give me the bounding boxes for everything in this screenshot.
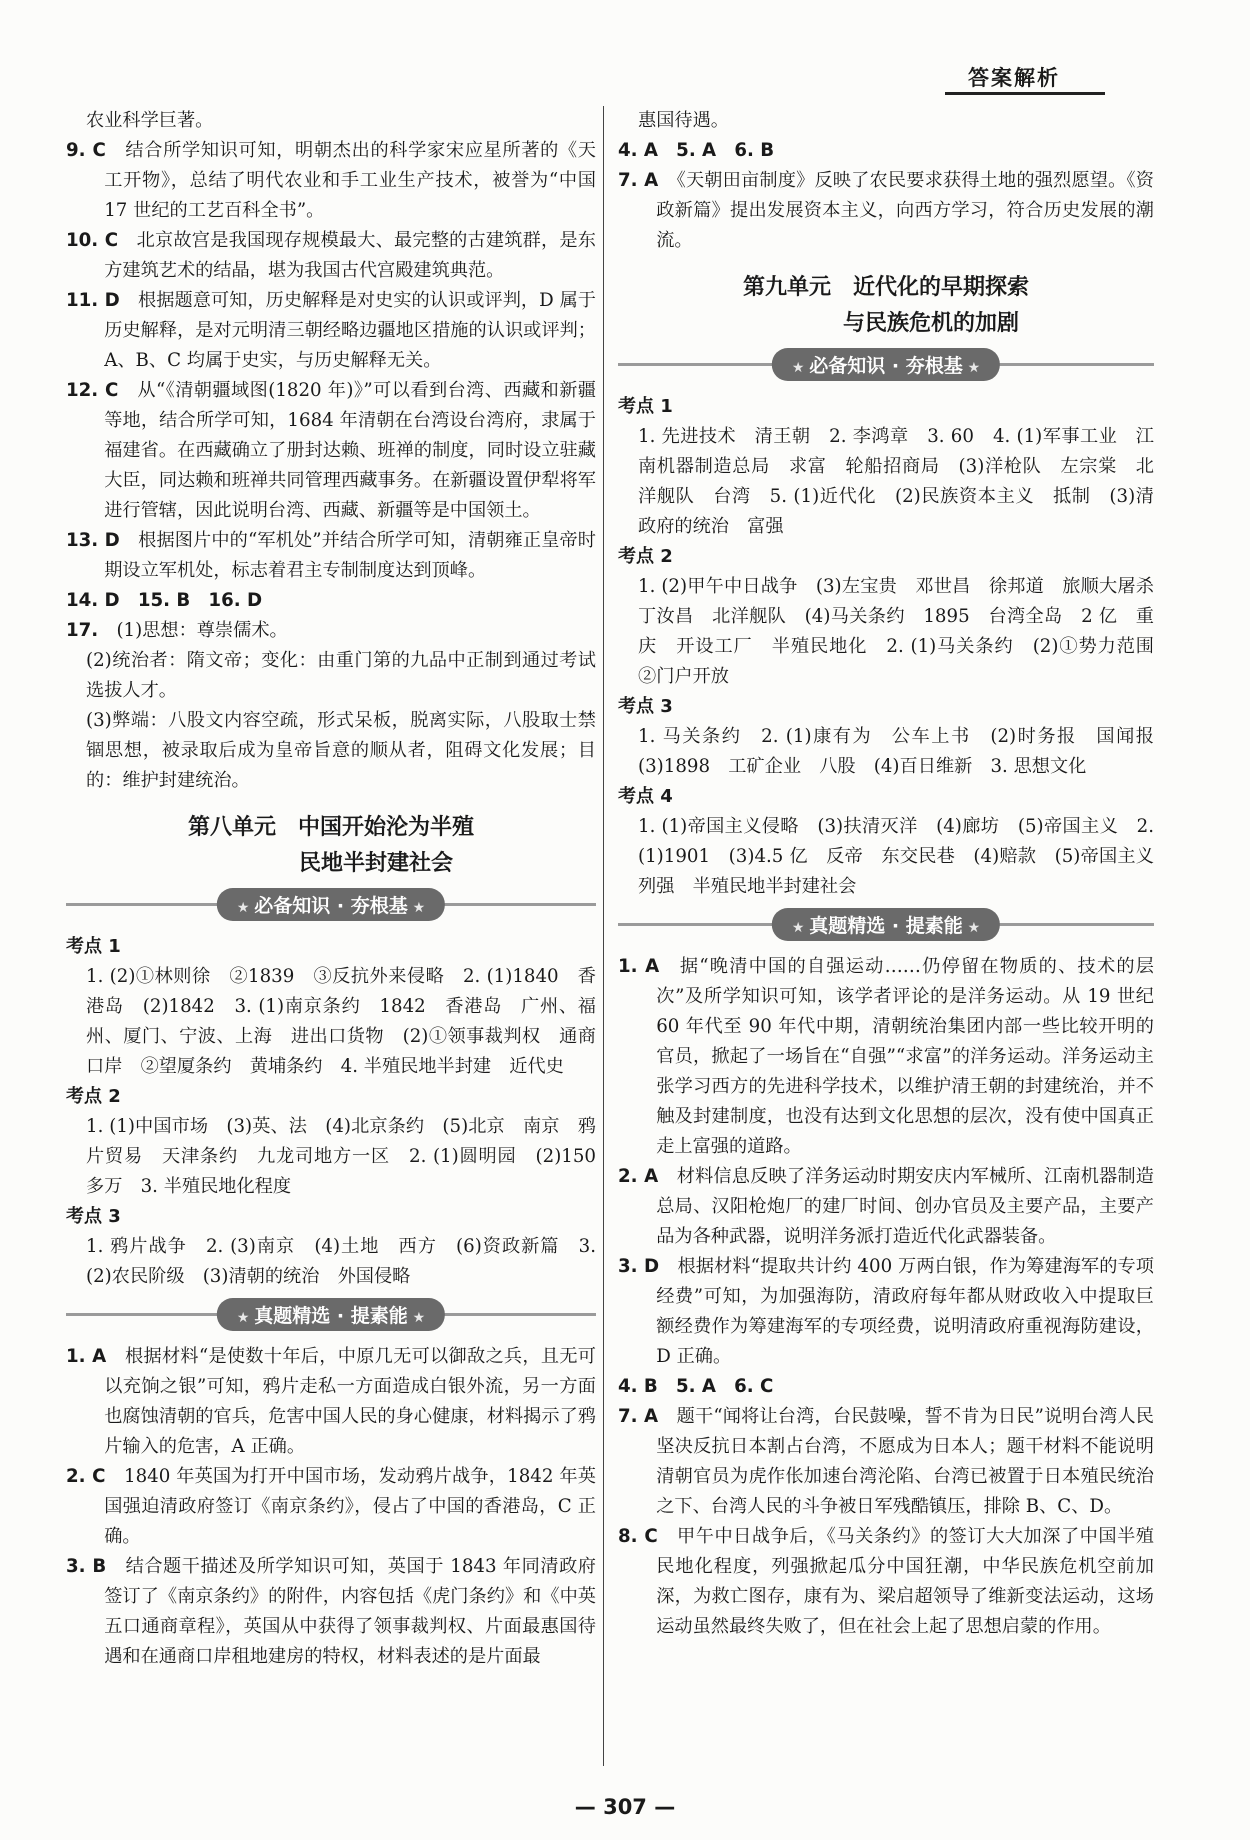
answer-number: 14. D 15. B 16. D	[66, 590, 263, 611]
answer-item	[66, 646, 596, 706]
unit-9-title-line2: 与民族危机的加剧	[842, 311, 1019, 336]
answer-text: (3)弊端：八股文内容空疏，形式呆板，脱离实际，八股取士禁锢思想，被录取后成为皇帝旨意的顺从者，阻碍文化发展；目的：维护封建统治。	[86, 710, 596, 791]
answer-text: 根据图片中的“军机处”并结合所学可知，清朝雍正皇帝时期设立军机处，标志着君主专制制度达到顶峰。	[104, 530, 596, 581]
unit-8-title	[66, 810, 596, 882]
kaodian-label: 考点 2	[66, 1086, 121, 1107]
answer-text: 题干“闻将让台湾，台民鼓噪，誓不肯为日民”说明台湾人民坚决反抗日本割占台湾，不愿成为日本人；题干材料不能说明清朝官员为虎作伥加速台湾沦陷、台湾已被置于日本殖民统治之下、台湾人民的斗争被日军残酷镇压，排除 B、C、D。	[656, 1406, 1154, 1517]
answer-text: 结合题干描述及所学知识可知，英国于 1843 年同清政府签订了《南京条约》的附件，内容包括《虎门条约》和《中英五口通商章程》，英国从中获得了领事裁判权、片面最惠国待遇和在通商口岸租地建房的特权，材料表述的是片面最	[104, 1556, 596, 1667]
kaodian-text: 1. (1)帝国主义侵略 (3)扶清灭洋 (4)廊坊 (5)帝国主义 2. (1)1901 (3)4.5 亿 反帝 东交民巷 (4)赔款 (5)帝国主义列强 半殖民地半封建社会	[638, 816, 1154, 897]
answer-item	[66, 586, 596, 616]
kaodian-text: 1. (2)甲午中日战争 (3)左宝贵 邓世昌 徐邦道 旅顺大屠杀 丁汝昌 北洋舰队 (4)马关条约 1895 台湾全岛 2 亿 重庆 开设工厂 半殖民地化 2. (1)马关条约 (2)①势力范围 ②门户开放	[638, 576, 1173, 687]
kaodian-label: 考点 4	[618, 786, 673, 807]
banner-label: 必备知识 · 夯根基	[254, 895, 408, 917]
kaodian-text: 1. (2)①林则徐 ②1839 ③反抗外来侵略 2. (1)1840 香港岛 (2)1842 3. (1)南京条约 1842 香港岛 广州、福州、厦门、宁波、上海 进出口货物 (2)①领事裁判权 通商口岸 ②望厦条约 黄埔条约 4. 半殖民地半封建 近代史	[86, 966, 596, 1077]
answer-text: 北京故宫是我国现存规模最大、最完整的古建筑群，是东方建筑艺术的结晶，堪为我国古代宫殿建筑典范。	[104, 230, 596, 281]
banner-label: 真题精选 · 提素能	[254, 1305, 408, 1327]
header-rule	[945, 92, 1105, 95]
answer-item	[66, 1552, 596, 1672]
answer-number: 2. C	[66, 1466, 106, 1487]
column-divider	[603, 106, 604, 1766]
unit-9-title-line1: 第九单元 近代化的早期探索	[742, 275, 1029, 300]
header-title: 答案解析	[968, 66, 1060, 90]
right-kaodian-list	[618, 392, 1173, 902]
answer-number: 4. A 5. A 6. B	[618, 140, 775, 161]
left-answers-bottom	[66, 1342, 596, 1672]
answer-text: 惠国待遇。	[638, 110, 729, 131]
answer-number: 13. D	[66, 530, 120, 551]
answer-text: 农业科学巨著。	[86, 110, 214, 131]
kaodian-text: 1. 先进技术 清王朝 2. 李鸿章 3. 60 4. (1)军事工业 江南机器制造总局 求富 轮船招商局 (3)洋枪队 左宗棠 北洋舰队 台湾 5. (1)近代化 (2)民族资本主义 抵制 (3)清政府的统治 富强	[638, 426, 1154, 537]
right-column	[618, 106, 1173, 1642]
section-banner-knowledge	[66, 886, 596, 922]
unit-8-title-line1: 第八单元 中国开始沦为半殖	[187, 815, 474, 840]
answer-number: 3. B	[66, 1556, 107, 1577]
answer-item	[66, 376, 596, 526]
answer-item	[618, 1402, 1154, 1522]
answer-text: 1840 年英国为打开中国市场，发动鸦片战争，1842 年英国强迫清政府签订《南京条约》，侵占了中国的香港岛，C 正确。	[104, 1466, 596, 1547]
answer-item	[66, 1342, 596, 1462]
answer-item	[618, 1522, 1154, 1642]
unit-9-title	[618, 270, 1154, 342]
star-icon: ★	[407, 1310, 426, 1326]
answer-item	[66, 1462, 596, 1552]
answer-number: 7. A	[618, 1406, 659, 1427]
banner-label: 真题精选 · 提素能	[809, 915, 963, 937]
answer-number: 4. B 5. A 6. C	[618, 1376, 774, 1397]
answer-text: 甲午中日战争后，《马关条约》的签订大大加深了中国半殖民地化程度，列强掀起瓜分中国狂潮，中华民族危机空前加深，为救亡图存，康有为、梁启超领导了维新变法运动，这场运动虽然最终失败了，但在社会上起了思想启蒙的作用。	[656, 1526, 1154, 1637]
answer-number: 1. A	[618, 956, 660, 977]
banner-label: 必备知识 · 夯根基	[809, 355, 963, 377]
answer-item	[618, 1372, 1154, 1402]
answer-text: (1)思想：尊崇儒术。	[116, 620, 288, 641]
answer-item	[66, 706, 596, 796]
answer-number: 17.	[66, 620, 99, 641]
answer-number: 8. C	[618, 1526, 658, 1547]
answer-item	[618, 136, 1154, 166]
star-icon: ★	[962, 920, 981, 936]
kaodian-label: 考点 1	[66, 936, 121, 957]
right-answers-bottom	[618, 952, 1154, 1642]
kaodian-text: 1. 马关条约 2. (1)康有为 公车上书 (2)时务报 国闻报 (3)1898 工矿企业 八股 (4)百日维新 3. 思想文化	[638, 726, 1173, 777]
answer-text: 材料信息反映了洋务运动时期安庆内军械所、江南机器制造总局、汉阳枪炮厂的建厂时间、创办官员及主要产品，主要产品为各种武器，说明洋务派打造近代化武器装备。	[656, 1166, 1154, 1247]
answer-text: 《天朝田亩制度》反映了农民要求获得土地的强烈愿望。《资政新篇》提出发展资本主义，向西方学习，符合历史发展的潮流。	[656, 170, 1154, 251]
answer-text: 从“《清朝疆域图(1820 年)》”可以看到台湾、西藏和新疆等地，结合所学可知，1684 年清朝在台湾设台湾府，隶属于福建省。在西藏确立了册封达赖、班禅的制度，同时设立驻藏大臣，同达赖和班禅共同管理西藏事务。在新疆设置伊犁将军进行管辖，因此说明台湾、西藏、新疆等是中国领土。	[104, 380, 596, 521]
left-column	[66, 106, 596, 1672]
answer-item	[66, 616, 596, 646]
star-icon: ★	[791, 920, 810, 936]
star-icon: ★	[236, 1310, 255, 1326]
star-icon: ★	[407, 900, 426, 916]
kaodian-label: 考点 1	[618, 396, 673, 417]
section-banner-practice	[66, 1296, 596, 1332]
answer-text: (2)统治者：隋文帝；变化：由重门第的九品中正制到通过考试选拔人才。	[86, 650, 596, 701]
answer-item	[618, 106, 1154, 136]
answer-item	[66, 526, 596, 586]
left-answers-top	[66, 106, 596, 796]
star-icon: ★	[791, 360, 810, 376]
answer-number: 3. D	[618, 1256, 660, 1277]
answer-number: 10. C	[66, 230, 119, 251]
answer-number: 12. C	[66, 380, 119, 401]
kaodian-label: 考点 3	[618, 696, 673, 717]
answer-item	[618, 952, 1154, 1162]
answer-item	[66, 226, 596, 286]
star-icon: ★	[236, 900, 255, 916]
answer-number: 7. A	[618, 170, 659, 191]
section-banner-knowledge	[618, 346, 1154, 382]
kaodian-text: 1. (1)中国市场 (3)英、法 (4)北京条约 (5)北京 南京 鸦片贸易 天津条约 九龙司地方一区 2. (1)圆明园 (2)150 多万 3. 半殖民地化程度	[86, 1116, 596, 1197]
kaodian-text: 1. 鸦片战争 2. (3)南京 (4)土地 西方 (6)资政新篇 3. (2)农民阶级 (3)清朝的统治 外国侵略	[86, 1236, 596, 1287]
answer-item	[66, 286, 596, 376]
answer-number: 2. A	[618, 1166, 659, 1187]
section-banner-practice	[618, 906, 1154, 942]
kaodian-label: 考点 2	[618, 546, 673, 567]
kaodian-label: 考点 3	[66, 1206, 121, 1227]
answer-number: 9. C	[66, 140, 106, 161]
left-kaodian-list	[66, 932, 596, 1292]
right-answers-top	[618, 106, 1154, 256]
answer-item	[66, 136, 596, 226]
star-icon: ★	[962, 360, 981, 376]
answer-item	[66, 106, 596, 136]
answer-text: 结合所学知识可知，明朝杰出的科学家宋应星所著的《天工开物》，总结了明代农业和手工业生产技术，被誉为“中国 17 世纪的工艺百科全书”。	[104, 140, 596, 221]
answer-item	[618, 1252, 1154, 1372]
answer-number: 1. A	[66, 1346, 107, 1367]
answer-text: 据“晚清中国的自强运动……仍停留在物质的、技术的层次”及所学知识可知，该学者评论的是洋务运动。从 19 世纪 60 年代至 90 年代中期，清朝统治集团内部一些比较开明的官员，掀起了一场旨在“自强”“求富”的洋务运动。洋务运动主张学习西方的先进科学技术，以维护清王朝的封建统治，并不触及封建制度，也没有达到文化思想的层次，没有使中国真正走上富强的道路。	[656, 956, 1154, 1157]
answer-text: 根据材料“是使数十年后，中原几无可以御敌之兵，且无可以充饷之银”可知，鸦片走私一方面造成白银外流，另一方面也腐蚀清朝的官兵，危害中国人民的身心健康，材料揭示了鸦片输入的危害，A 正确。	[104, 1346, 596, 1457]
answer-text: 根据材料“提取共计约 400 万两白银，作为筹建海军的专项经费”可知，为加强海防，清政府每年都从财政收入中提取巨额经费作为筹建海军的专项经费，说明清政府重视海防建设，D 正确。	[656, 1256, 1154, 1367]
answer-number: 11. D	[66, 290, 120, 311]
answer-item	[618, 1162, 1154, 1252]
answer-text: 根据题意可知，历史解释是对史实的认识或评判，D 属于历史解释，是对元明清三朝经略边疆地区措施的认识或评判；A、B、C 均属于史实，与历史解释无关。	[104, 290, 596, 371]
unit-8-title-line2: 民地半封建社会	[298, 851, 453, 876]
answer-item	[618, 166, 1154, 256]
page-number: — 307 —	[574, 1795, 676, 1819]
